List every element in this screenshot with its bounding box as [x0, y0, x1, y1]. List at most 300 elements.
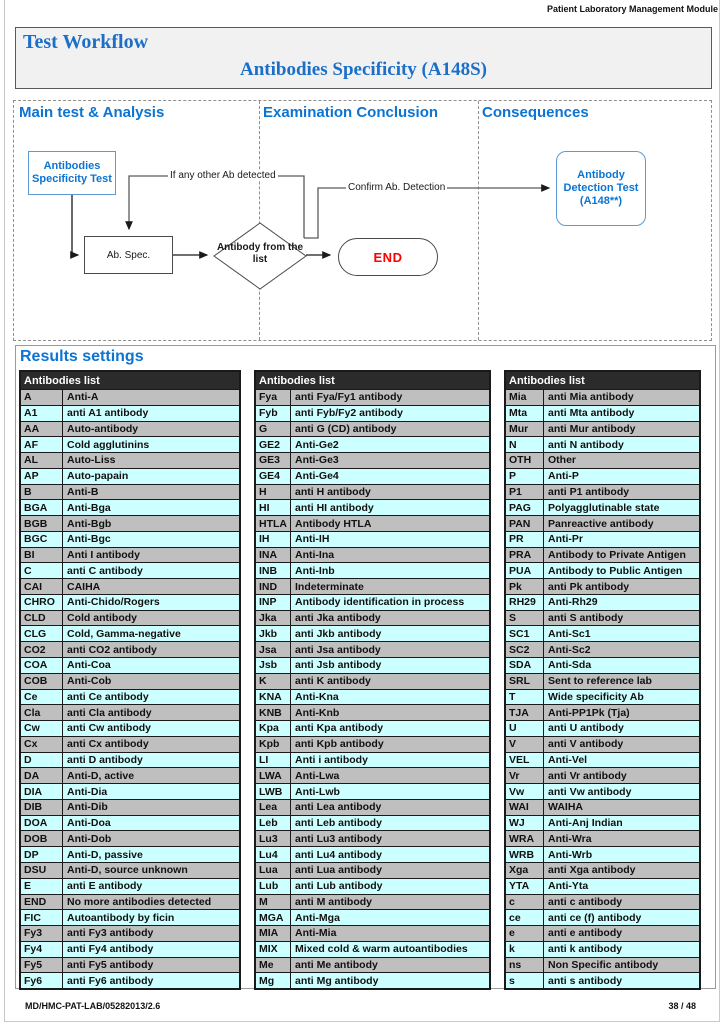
- table-row: [256, 625, 489, 641]
- antibody-code: AP: [21, 469, 63, 484]
- table-row: [506, 972, 699, 988]
- table-row: [256, 752, 489, 768]
- antibody-description: anti Mg antibody: [295, 974, 379, 987]
- table-row: [21, 909, 239, 925]
- antibody-code: RH29: [506, 595, 544, 610]
- antibody-code: Lu3: [256, 831, 291, 846]
- antibody-description: Antibody HTLA: [295, 517, 372, 530]
- table-row: [506, 720, 699, 736]
- antibody-code: Lub: [256, 879, 291, 894]
- antibody-description: anti S antibody: [548, 612, 624, 625]
- antibody-code: Kpa: [256, 721, 291, 736]
- document-reference: MD/HMC-PAT-LAB/05282013/2.6: [25, 1001, 161, 1011]
- table-row: [256, 846, 489, 862]
- antibody-code: Vw: [506, 784, 544, 799]
- antibody-code: DIA: [21, 784, 63, 799]
- antibody-description: Anti-Bgb: [67, 517, 112, 530]
- table-row: [256, 689, 489, 705]
- table-row: [506, 689, 699, 705]
- table-row: [256, 531, 489, 547]
- antibody-description: anti K antibody: [295, 675, 371, 688]
- antibody-code: Jsb: [256, 658, 291, 673]
- antibody-description: anti M antibody: [295, 895, 372, 908]
- antibody-code: BGA: [21, 500, 63, 515]
- table-row: [256, 515, 489, 531]
- antibody-code: Fya: [256, 390, 291, 405]
- node-decision-label: Antibody from the list: [216, 242, 304, 265]
- antibody-description: Other: [548, 454, 577, 467]
- table-row: [506, 941, 699, 957]
- table-row: [506, 452, 699, 468]
- antibody-code: SC1: [506, 626, 544, 641]
- antibody-description: CAIHA: [67, 580, 101, 593]
- antibody-description: anti Fyb/Fy2 antibody: [295, 407, 403, 420]
- antibody-code: Jsa: [256, 642, 291, 657]
- table-header: Antibodies list: [506, 372, 699, 389]
- table-row: [256, 421, 489, 437]
- antibody-description: Wide specificity Ab: [548, 690, 644, 703]
- table-row: [506, 405, 699, 421]
- antibody-description: Indeterminate: [295, 580, 364, 593]
- antibody-description: Anti-Yta: [548, 880, 589, 893]
- antibody-description: Antibody to Public Antigen: [548, 564, 683, 577]
- antibody-description: anti Lua antibody: [295, 864, 382, 877]
- antibody-code: Mia: [506, 390, 544, 405]
- antibody-description: Panreactive antibody: [548, 517, 654, 530]
- antibody-description: Cold agglutinins: [67, 438, 150, 451]
- antibody-description: anti Kpa antibody: [295, 722, 384, 735]
- table-row: [256, 941, 489, 957]
- antibody-code: MIX: [256, 942, 291, 957]
- table-row: [256, 673, 489, 689]
- antibody-code: M: [256, 895, 291, 910]
- table-row: [21, 878, 239, 894]
- table-row: [506, 594, 699, 610]
- table-row: [506, 957, 699, 973]
- antibody-code: Fy5: [21, 958, 63, 973]
- antibody-description: Anti-Chido/Rogers: [67, 596, 160, 609]
- antibody-description: Anti-Kna: [295, 690, 339, 703]
- table-row: [21, 925, 239, 941]
- antibody-code: SRL: [506, 674, 544, 689]
- table-row: [506, 641, 699, 657]
- table-row: [256, 815, 489, 831]
- antibody-description: anti Ce antibody: [67, 690, 149, 703]
- antibody-code: BGC: [21, 532, 63, 547]
- antibody-description: Anti-Lwb: [295, 785, 340, 798]
- table-row: [506, 878, 699, 894]
- antibody-code: CHRO: [21, 595, 63, 610]
- antibody-code: Pk: [506, 579, 544, 594]
- table-row: [506, 767, 699, 783]
- antibody-description: Anti-Ge2: [295, 438, 339, 451]
- antibody-description: anti Vr antibody: [548, 769, 627, 782]
- column-header-consequences: Consequences: [482, 104, 589, 121]
- antibody-code: WJ: [506, 816, 544, 831]
- antibody-description: anti ce (f) antibody: [548, 911, 642, 924]
- antibody-code: Kpb: [256, 737, 291, 752]
- table-row: [21, 531, 239, 547]
- table-row: [21, 673, 239, 689]
- antibody-code: GE3: [256, 453, 291, 468]
- edge-loop-other-ab: [129, 176, 304, 238]
- page-title: Test Workflow: [23, 31, 149, 53]
- antibody-description: anti H antibody: [295, 485, 371, 498]
- antibody-code: AF: [21, 437, 63, 452]
- antibody-description: anti Mur antibody: [548, 422, 636, 435]
- antibody-description: anti Jkb antibody: [295, 627, 382, 640]
- antibody-description: anti Lu4 antibody: [295, 848, 382, 861]
- table-row: [21, 941, 239, 957]
- antibody-description: Non Specific antibody: [548, 958, 659, 971]
- antibody-description: No more antibodies detected: [67, 895, 212, 908]
- antibody-code: VEL: [506, 753, 544, 768]
- antibody-code: c: [506, 895, 544, 910]
- table-row: [256, 957, 489, 973]
- antibody-code: PR: [506, 532, 544, 547]
- antibody-code: Fyb: [256, 406, 291, 421]
- antibody-description: Anti-Ina: [295, 549, 335, 562]
- table-row: [21, 767, 239, 783]
- table-row: [506, 736, 699, 752]
- antibody-code: A: [21, 390, 63, 405]
- antibody-description: anti Lea antibody: [295, 801, 382, 814]
- antibody-description: anti Xga antibody: [548, 864, 636, 877]
- antibody-description: Anti-B: [67, 485, 99, 498]
- table-row: [21, 468, 239, 484]
- antibody-code: k: [506, 942, 544, 957]
- antibody-description: Anti-PP1Pk (Tja): [548, 706, 630, 719]
- table-row: [506, 815, 699, 831]
- antibody-code: PAN: [506, 516, 544, 531]
- antibody-description: Anti-D, active: [67, 769, 135, 782]
- table-row: [21, 752, 239, 768]
- page-subtitle: Antibodies Specificity (A148S): [240, 59, 487, 80]
- table-row: [256, 562, 489, 578]
- table-row: [256, 657, 489, 673]
- antibody-code: Cx: [21, 737, 63, 752]
- antibody-code: BGB: [21, 516, 63, 531]
- table-row: [506, 846, 699, 862]
- antibody-code: DOA: [21, 816, 63, 831]
- table-row: [256, 972, 489, 988]
- antibody-description: Cold antibody: [67, 612, 137, 625]
- antibody-description: anti D antibody: [67, 753, 143, 766]
- antibody-description: anti Lu3 antibody: [295, 832, 382, 845]
- table-row: [256, 547, 489, 563]
- antibody-code: BI: [21, 548, 63, 563]
- antibody-code: PUA: [506, 563, 544, 578]
- table-row: [21, 625, 239, 641]
- table-row: [21, 578, 239, 594]
- antibody-code: Cw: [21, 721, 63, 736]
- table-row: [256, 436, 489, 452]
- antibody-code: AA: [21, 422, 63, 437]
- antibody-code: COB: [21, 674, 63, 689]
- antibody-description: anti Jsb antibody: [295, 659, 382, 672]
- table-row: [256, 878, 489, 894]
- antibody-code: C: [21, 563, 63, 578]
- table-body: [256, 389, 489, 988]
- antibody-code: DP: [21, 847, 63, 862]
- table-row: [256, 610, 489, 626]
- antibody-description: anti Lub antibody: [295, 880, 383, 893]
- antibody-description: Anti-Mga: [295, 911, 340, 924]
- antibody-code: GE2: [256, 437, 291, 452]
- table-row: [256, 499, 489, 515]
- table-row: [21, 484, 239, 500]
- antibody-description: anti Kpb antibody: [295, 738, 384, 751]
- antibody-code: S: [506, 611, 544, 626]
- antibody-description: Anti-Dia: [67, 785, 108, 798]
- antibody-code: INA: [256, 548, 291, 563]
- node-antibodies-specificity-test: Antibodies Specificity Test: [28, 151, 116, 195]
- antibody-code: D: [21, 753, 63, 768]
- antibody-description: anti k antibody: [548, 943, 623, 956]
- antibody-description: Auto-Liss: [67, 454, 116, 467]
- antibody-code: Mg: [256, 973, 291, 988]
- antibody-description: anti Mia antibody: [548, 391, 634, 404]
- table-header: Antibodies list: [21, 372, 239, 389]
- antibody-description: Anti-Knb: [295, 706, 340, 719]
- table-row: [21, 704, 239, 720]
- antibodies-table-1: [19, 370, 241, 990]
- results-settings-heading: Results settings: [20, 348, 144, 365]
- table-row: [506, 830, 699, 846]
- antibody-description: Anti-Doa: [67, 817, 111, 830]
- antibody-description: anti Me antibody: [295, 958, 378, 971]
- antibody-code: E: [21, 879, 63, 894]
- table-row: [256, 594, 489, 610]
- antibody-description: Anti-Wrb: [548, 848, 593, 861]
- antibody-description: Anti-Rh29: [548, 596, 598, 609]
- antibody-code: DSU: [21, 863, 63, 878]
- antibody-code: LWB: [256, 784, 291, 799]
- table-row: [21, 499, 239, 515]
- antibody-code: LWA: [256, 768, 291, 783]
- antibody-description: Anti-Vel: [548, 753, 588, 766]
- antibody-description: Cold, Gamma-negative: [67, 627, 181, 640]
- antibody-code: CLG: [21, 626, 63, 641]
- antibody-code: G: [256, 422, 291, 437]
- antibody-code: Jka: [256, 611, 291, 626]
- edge-confirm-detection: [304, 188, 549, 238]
- table-row: [506, 799, 699, 815]
- antibody-code: TJA: [506, 705, 544, 720]
- antibody-description: anti Mta antibody: [548, 407, 635, 420]
- antibody-code: SDA: [506, 658, 544, 673]
- table-row: [21, 610, 239, 626]
- antibody-code: Lu4: [256, 847, 291, 862]
- antibody-code: ce: [506, 910, 544, 925]
- antibody-description: Anti-D, passive: [67, 848, 143, 861]
- antibody-description: Anti-Inb: [295, 564, 335, 577]
- table-row: [506, 610, 699, 626]
- table-row: [21, 389, 239, 405]
- antibody-description: Anti-Lwa: [295, 769, 340, 782]
- table-row: [506, 752, 699, 768]
- table-row: [506, 578, 699, 594]
- antibody-code: AL: [21, 453, 63, 468]
- table-row: [506, 389, 699, 405]
- table-row: [506, 562, 699, 578]
- antibody-code: COA: [21, 658, 63, 673]
- antibody-code: DIB: [21, 800, 63, 815]
- table-row: [506, 894, 699, 910]
- antibody-description: anti CO2 antibody: [67, 643, 157, 656]
- antibody-code: WRA: [506, 831, 544, 846]
- table-row: [506, 515, 699, 531]
- antibody-code: DA: [21, 768, 63, 783]
- table-row: [21, 562, 239, 578]
- table-row: [21, 405, 239, 421]
- antibody-code: SC2: [506, 642, 544, 657]
- table-row: [506, 657, 699, 673]
- table-row: [21, 515, 239, 531]
- antibody-description: anti Jka antibody: [295, 612, 381, 625]
- antibody-code: A1: [21, 406, 63, 421]
- antibody-description: anti Fy3 antibody: [67, 927, 154, 940]
- table-row: [506, 468, 699, 484]
- antibody-description: Anti-A: [67, 391, 99, 404]
- antibody-code: Fy3: [21, 926, 63, 941]
- antibody-code: Lea: [256, 800, 291, 815]
- table-row: [256, 704, 489, 720]
- antibody-description: Anti-P: [548, 470, 579, 483]
- table-row: [256, 909, 489, 925]
- antibody-description: Anti-Dob: [67, 832, 112, 845]
- antibody-description: Anti i antibody: [295, 753, 368, 766]
- antibody-code: WAI: [506, 800, 544, 815]
- antibody-description: anti HI antibody: [295, 501, 374, 514]
- antibody-code: Jkb: [256, 626, 291, 641]
- workflow-diagram: [13, 100, 712, 341]
- table-row: [256, 452, 489, 468]
- antibody-code: Fy4: [21, 942, 63, 957]
- table-row: [21, 846, 239, 862]
- antibody-description: Autoantibody by ficin: [67, 911, 175, 924]
- table-row: [21, 815, 239, 831]
- column-header-examination-conclusion: Examination Conclusion: [263, 104, 439, 121]
- antibody-code: H: [256, 485, 291, 500]
- table-row: [256, 925, 489, 941]
- node-antibody-detection-test: Antibody Detection Test (A148**): [556, 151, 646, 226]
- table-row: [21, 830, 239, 846]
- title-box: [15, 27, 712, 89]
- table-row: [506, 625, 699, 641]
- antibody-code: HTLA: [256, 516, 291, 531]
- antibody-description: Mixed cold & warm autoantibodies: [295, 943, 468, 956]
- antibody-code: WRB: [506, 847, 544, 862]
- table-row: [21, 894, 239, 910]
- antibody-description: anti s antibody: [548, 974, 623, 987]
- antibody-code: GE4: [256, 469, 291, 484]
- antibody-description: anti Leb antibody: [295, 817, 382, 830]
- table-row: [506, 909, 699, 925]
- antibody-code: U: [506, 721, 544, 736]
- antibody-code: INB: [256, 563, 291, 578]
- antibody-code: N: [506, 437, 544, 452]
- antibody-code: CLD: [21, 611, 63, 626]
- table-row: [506, 862, 699, 878]
- antibody-description: anti P1 antibody: [548, 485, 630, 498]
- antibodies-table-2: [254, 370, 491, 990]
- results-settings-section: [15, 345, 716, 989]
- table-row: [256, 405, 489, 421]
- antibody-description: anti c antibody: [548, 895, 623, 908]
- antibody-description: anti e antibody: [548, 927, 623, 940]
- table-row: [256, 736, 489, 752]
- antibody-code: Cla: [21, 705, 63, 720]
- table-row: [506, 547, 699, 563]
- table-row: [506, 704, 699, 720]
- table-row: [506, 421, 699, 437]
- antibody-description: WAIHA: [548, 801, 583, 814]
- table-row: [506, 499, 699, 515]
- table-row: [506, 484, 699, 500]
- antibody-code: INP: [256, 595, 291, 610]
- antibody-code: END: [21, 895, 63, 910]
- antibody-description: anti E antibody: [67, 880, 143, 893]
- table-row: [21, 972, 239, 988]
- antibody-description: anti N antibody: [548, 438, 624, 451]
- antibody-code: YTA: [506, 879, 544, 894]
- antibody-code: Xga: [506, 863, 544, 878]
- antibody-code: s: [506, 973, 544, 988]
- table-row: [506, 783, 699, 799]
- antibody-description: Auto-papain: [67, 470, 129, 483]
- table-row: [21, 594, 239, 610]
- table-row: [256, 830, 489, 846]
- antibodies-table-3: [504, 370, 701, 990]
- antibody-description: anti V antibody: [548, 738, 624, 751]
- table-row: [256, 783, 489, 799]
- antibody-description: anti Pk antibody: [548, 580, 630, 593]
- antibody-description: Anti-Dib: [67, 801, 108, 814]
- antibody-code: ns: [506, 958, 544, 973]
- antibody-code: Me: [256, 958, 291, 973]
- antibody-description: anti Fy4 antibody: [67, 943, 154, 956]
- antibody-description: anti Cla antibody: [67, 706, 152, 719]
- antibody-description: anti Cx antibody: [67, 738, 149, 751]
- antibody-description: Antibody identification in process: [295, 596, 465, 609]
- table-row: [21, 957, 239, 973]
- antibody-description: Anti-D, source unknown: [67, 864, 188, 877]
- table-row: [506, 925, 699, 941]
- antibody-code: MIA: [256, 926, 291, 941]
- antibody-description: anti Fy6 antibody: [67, 974, 154, 987]
- antibody-code: Mta: [506, 406, 544, 421]
- antibody-code: V: [506, 737, 544, 752]
- antibody-code: LI: [256, 753, 291, 768]
- antibody-description: Sent to reference lab: [548, 675, 652, 688]
- table-row: [21, 657, 239, 673]
- table-row: [256, 389, 489, 405]
- antibody-code: Ce: [21, 690, 63, 705]
- antibody-code: P1: [506, 485, 544, 500]
- antibody-description: Anti-Cob: [67, 675, 112, 688]
- antibody-description: Anti I antibody: [67, 549, 140, 562]
- antibody-code: T: [506, 690, 544, 705]
- table-body: [21, 389, 239, 988]
- module-title: Patient Laboratory Management Module: [546, 4, 718, 14]
- antibody-code: Mur: [506, 422, 544, 437]
- antibody-description: Auto-antibody: [67, 422, 139, 435]
- table-row: [256, 894, 489, 910]
- table-row: [21, 689, 239, 705]
- antibody-code: IH: [256, 532, 291, 547]
- antibody-code: KNB: [256, 705, 291, 720]
